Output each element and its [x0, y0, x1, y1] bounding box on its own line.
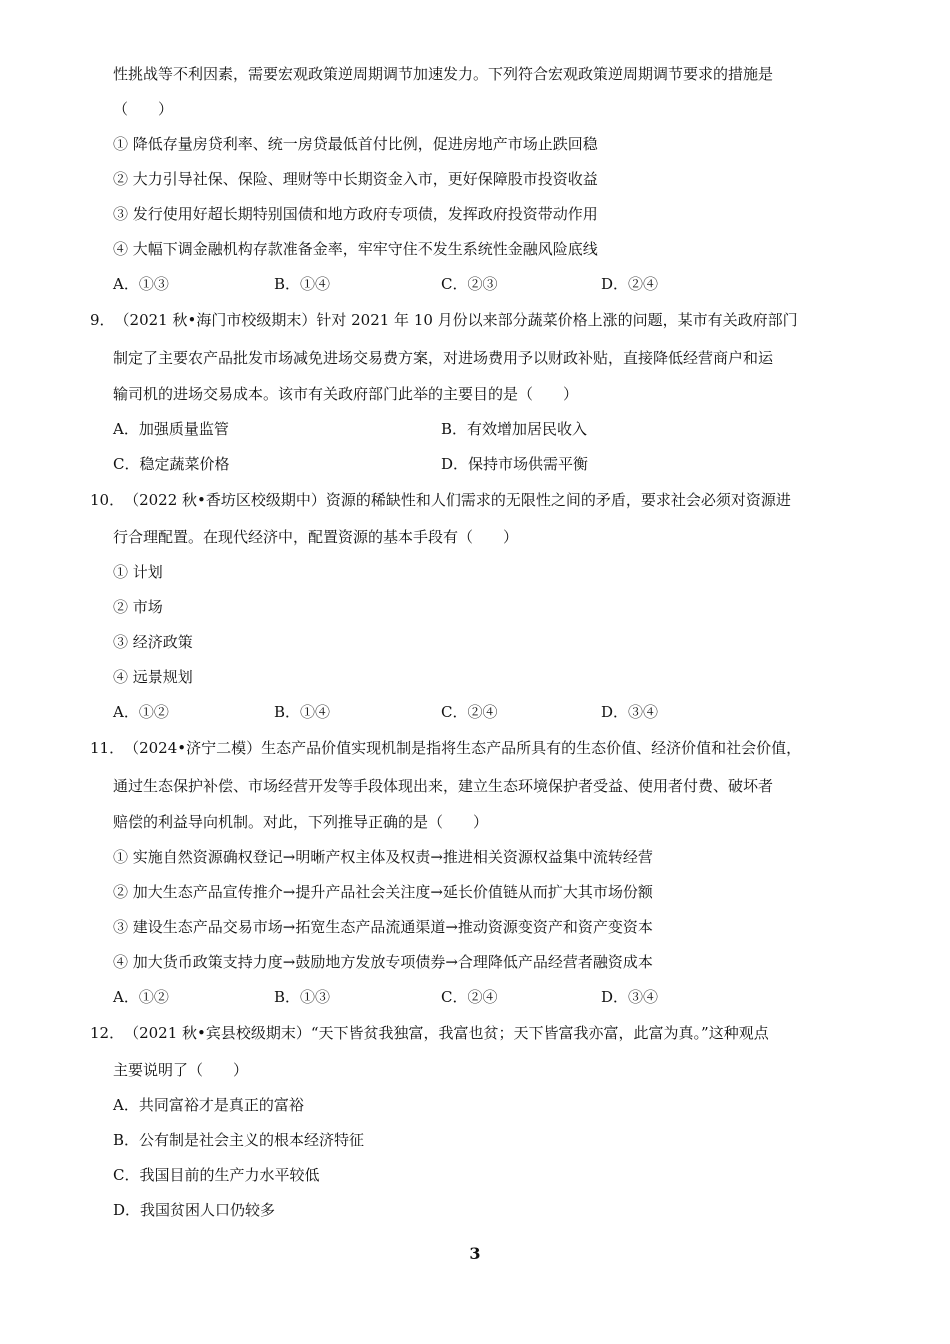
q9-header: [90, 310, 798, 330]
q11-stem-line-2: 通过生态保护补偿、市场经营开发等手段体现出来，建立生态环境保护者受益、使用者付费、破坏者: [113, 777, 774, 795]
q9-option-b[interactable]: B．有效增加居民收入: [441, 420, 588, 438]
q9-option-d[interactable]: D．保持市场供需平衡: [441, 455, 589, 473]
q12-header: [90, 1023, 769, 1043]
q8-item-2: ② 大力引导社保、保险、理财等中长期资金入市，更好保障股市投资收益: [113, 170, 598, 188]
q11-number: 11．: [90, 739, 125, 757]
q12-option-d[interactable]: D．我国贫困人口仍较多: [113, 1201, 276, 1219]
q9-stem-line-3: 输司机的进场交易成本。该市有关政府部门此举的主要目的是（ ）: [113, 385, 579, 403]
q10-stem-line-2: 行合理配置。在现代经济中，配置资源的基本手段有（ ）: [113, 528, 519, 546]
q10-item-4: ④ 远景规划: [113, 668, 193, 686]
q12-option-a[interactable]: A．共同富裕才是真正的富裕: [113, 1096, 304, 1114]
q8-option-c[interactable]: C．②③: [441, 275, 498, 293]
q11-item-1: ① 实施自然资源确权登记→明晰产权主体及权责→推进相关资源权益集中流转经营: [113, 848, 653, 866]
q12-number: 12．: [90, 1024, 125, 1042]
q10-option-c[interactable]: C．②④: [441, 703, 498, 721]
q11-item-4: ④ 加大货币政策支持力度→鼓励地方发放专项债券→合理降低产品经营者融资成本: [113, 953, 653, 971]
q11-option-d[interactable]: D．③④: [601, 988, 659, 1006]
q12-stem-line-1: （2021 秋•宾县校级期末）“天下皆贫我独富，我富也贫；天下皆富我亦富，此富为真。”这种观点: [124, 1024, 769, 1042]
q8-item-1: ① 降低存量房贷利率、统一房贷最低首付比例，促进房地产市场止跌回稳: [113, 135, 598, 153]
q11-item-2: ② 加大生态产品宣传推介→提升产品社会关注度→延长价值链从而扩大其市场份额: [113, 883, 653, 901]
q11-option-b[interactable]: B．①③: [274, 988, 331, 1006]
q11-option-c[interactable]: C．②④: [441, 988, 498, 1006]
q8-item-3: ③ 发行使用好超长期特别国债和地方政府专项债，发挥政府投资带动作用: [113, 205, 598, 223]
q10-item-2: ② 市场: [113, 598, 163, 616]
q9-stem-line-1: （2021 秋•海门市校级期末）针对 2021 年 10 月份以来部分蔬菜价格上涨的问题，某市有关政府部门: [114, 311, 798, 329]
page-number: 3: [469, 1244, 481, 1263]
q8-item-4: ④ 大幅下调金融机构存款准备金率，牢牢守住不发生系统性金融风险底线: [113, 240, 598, 258]
q9-option-a[interactable]: A．加强质量监管: [113, 420, 229, 438]
q11-header: [90, 738, 801, 758]
q11-stem-line-1: （2024•济宁二模）生态产品价值实现机制是指将生态产品所具有的生态价值、经济价值和社会价值，: [124, 739, 802, 757]
q8-option-b[interactable]: B．①④: [274, 275, 331, 293]
q11-item-3: ③ 建设生态产品交易市场→拓宽生态产品流通渠道→推动资源变资产和资产变资本: [113, 918, 653, 936]
q8-option-a[interactable]: A．①③: [113, 275, 169, 293]
q10-stem-line-1: （2022 秋•香坊区校级期中）资源的稀缺性和人们需求的无限性之间的矛盾，要求社会必须对资源进: [124, 491, 791, 509]
q8-option-d[interactable]: D．②④: [601, 275, 659, 293]
q12-option-b[interactable]: B．公有制是社会主义的根本经济特征: [113, 1131, 365, 1149]
q8-stem-line-2: （ ）: [113, 100, 174, 118]
q11-option-a[interactable]: A．①②: [113, 988, 169, 1006]
q8-stem-line-1: 性挑战等不利因素，需要宏观政策逆周期调节加速发力。下列符合宏观政策逆周期调节要求的措施是: [113, 65, 774, 83]
q12-option-c[interactable]: C．我国目前的生产力水平较低: [113, 1166, 320, 1184]
q11-stem-line-3: 赔偿的利益导向机制。对此，下列推导正确的是（ ）: [113, 813, 489, 831]
q10-item-3: ③ 经济政策: [113, 633, 193, 651]
q10-item-1: ① 计划: [113, 563, 163, 581]
q10-header: [90, 490, 791, 510]
q10-number: 10．: [90, 491, 125, 509]
q10-option-d[interactable]: D．③④: [601, 703, 659, 721]
q9-stem-line-2: 制定了主要农产品批发市场减免进场交易费方案，对进场费用予以财政补贴，直接降低经营商户和运: [113, 349, 774, 367]
q12-stem-line-2: 主要说明了（ ）: [113, 1061, 249, 1079]
q9-number: 9．: [90, 311, 115, 329]
q9-option-c[interactable]: C．稳定蔬菜价格: [113, 455, 230, 473]
q10-option-a[interactable]: A．①②: [113, 703, 169, 721]
q10-option-b[interactable]: B．①④: [274, 703, 331, 721]
